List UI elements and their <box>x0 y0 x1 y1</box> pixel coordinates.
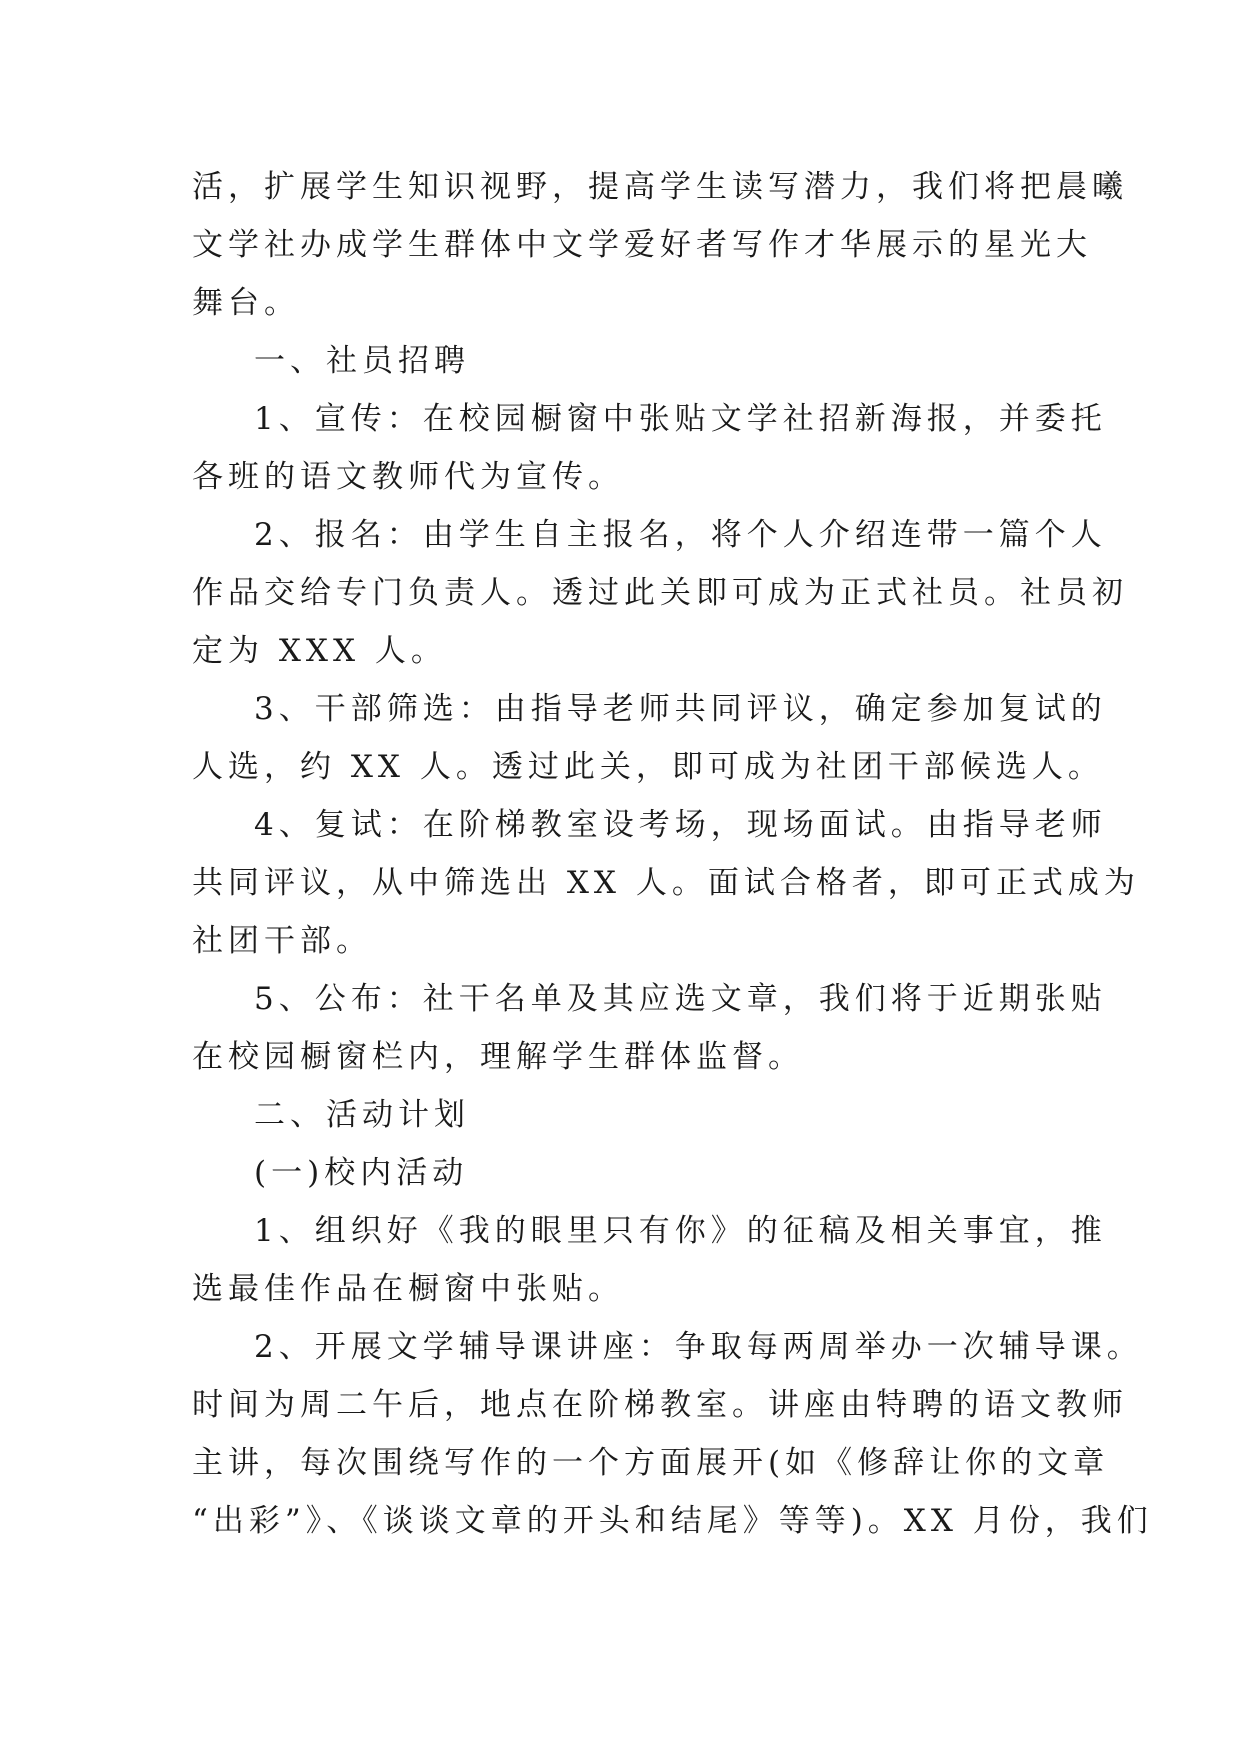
text-line: 主讲，每次围绕写作的一个方面展开(如《修辞让你的文章 <box>192 1445 1110 1481</box>
text-line: 3、干部筛选：由指导老师共同评议，确定参加复试的 <box>254 691 1107 727</box>
text-line: 作品交给专门负责人。透过此关即可成为正式社员。社员初 <box>192 575 1128 611</box>
text-line: 1、组织好《我的眼里只有你》的征稿及相关事宜，推 <box>254 1213 1107 1249</box>
document-body <box>192 158 1153 1550</box>
section-heading: 二、活动计划 <box>254 1097 470 1133</box>
text-line: 选最佳作品在橱窗中张贴。 <box>192 1271 624 1307</box>
text-line: 定为 XXX 人。 <box>192 633 447 669</box>
text-line: 舞台。 <box>192 285 300 321</box>
text-line: 5、公布：社干名单及其应选文章，我们将于近期张贴 <box>254 981 1107 1017</box>
text-line: “出彩”》、《谈谈文章的开头和结尾》等等)。XX 月份，我们 <box>192 1503 1153 1539</box>
text-line: 2、开展文学辅导课讲座：争取每两周举办一次辅导课。 <box>254 1329 1143 1365</box>
text-line: 社团干部。 <box>192 923 372 959</box>
section-heading: 一、社员招聘 <box>254 343 470 379</box>
text-line: 各班的语文教师代为宣传。 <box>192 459 624 495</box>
text-line: 在校园橱窗栏内，理解学生群体监督。 <box>192 1039 804 1075</box>
subsection-heading: (一)校内活动 <box>254 1155 469 1191</box>
text-line: 活，扩展学生知识视野，提高学生读写潜力，我们将把晨曦 <box>192 169 1128 205</box>
text-line: 4、复试：在阶梯教室设考场，现场面试。由指导老师 <box>254 807 1107 843</box>
text-line: 2、报名：由学生自主报名，将个人介绍连带一篇个人 <box>254 517 1107 553</box>
text-line: 1、宣传：在校园橱窗中张贴文学社招新海报，并委托 <box>254 401 1107 437</box>
text-line: 时间为周二午后，地点在阶梯教室。讲座由特聘的语文教师 <box>192 1387 1128 1423</box>
text-line: 共同评议，从中筛选出 XX 人。面试合格者，即可正式成为 <box>192 865 1140 901</box>
text-line: 人选，约 XX 人。透过此关，即可成为社团干部候选人。 <box>192 749 1104 785</box>
text-line: 文学社办成学生群体中文学爱好者写作才华展示的星光大 <box>192 227 1092 263</box>
